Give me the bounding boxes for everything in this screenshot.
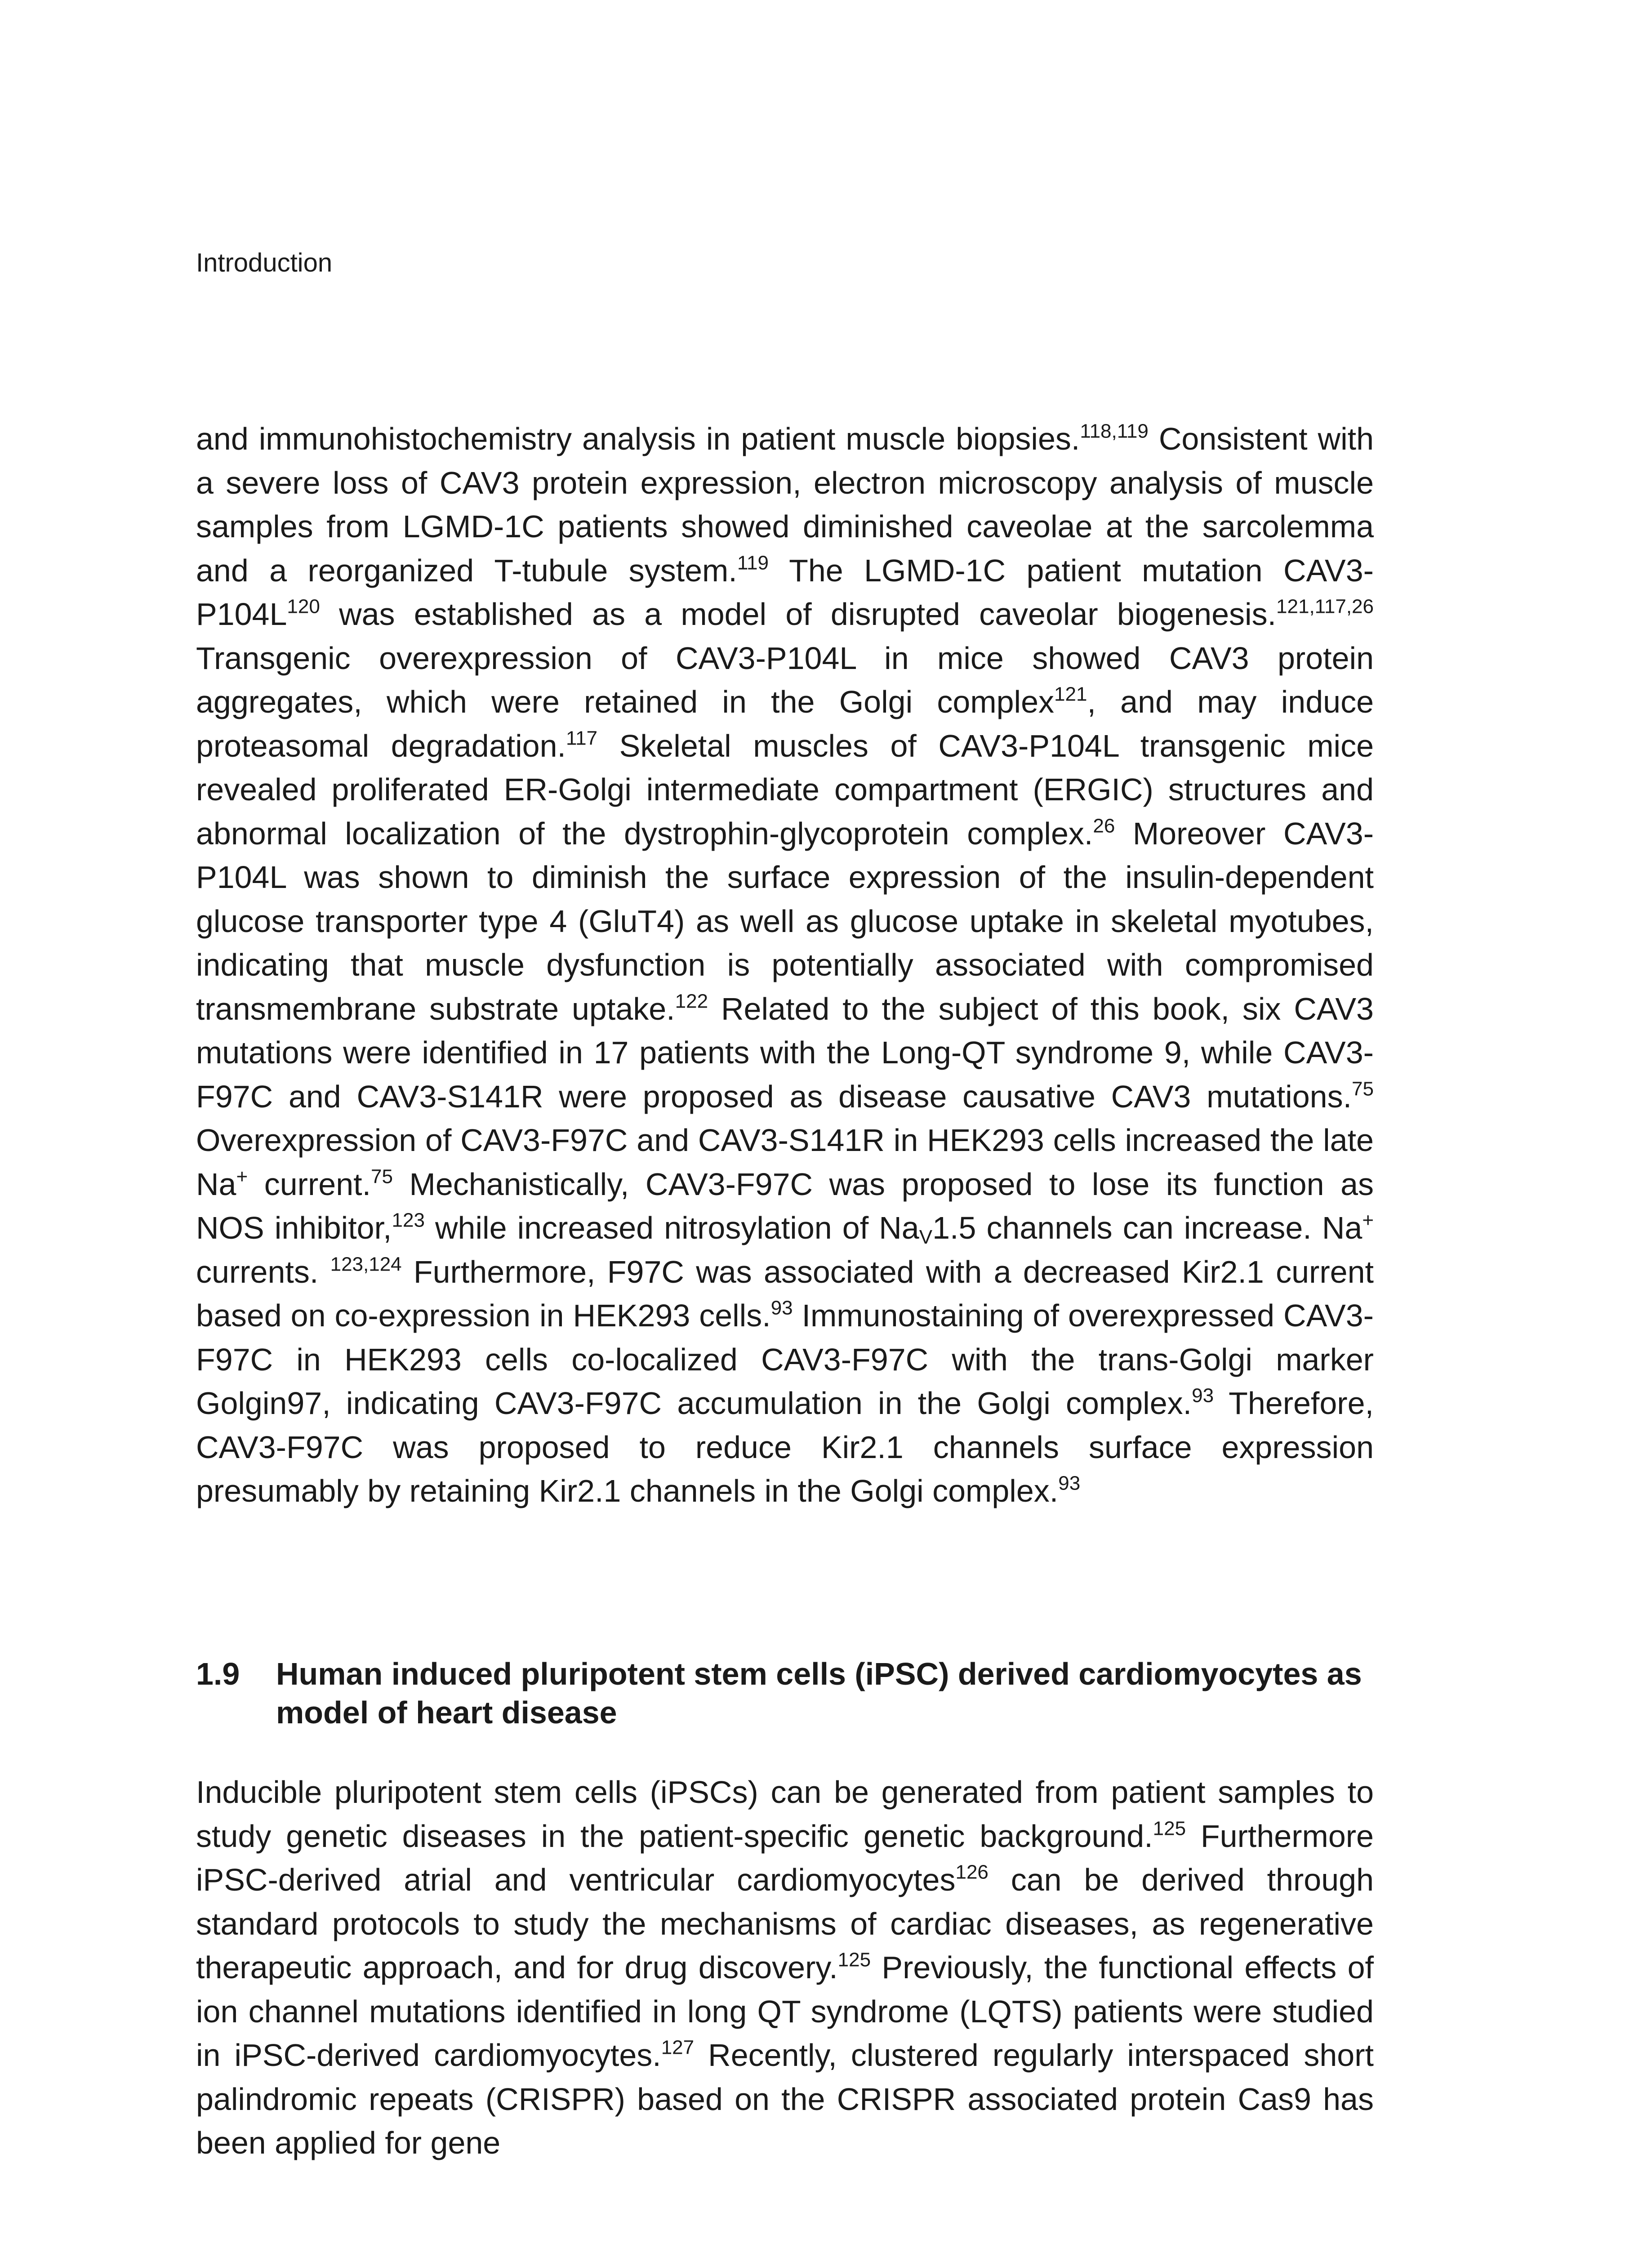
text-run: Overexpression of CAV3-F97C and CAV3-S141R in HEK293 cells increased the late Na — [196, 1123, 1374, 1202]
paragraph-text — [196, 1771, 1374, 2165]
text-run: Recently, clustered regularly interspaced short palindromic repeats (CRISPR) based on the CRISPR associated protein Cas9 has been applied for gene — [196, 2038, 1374, 2160]
citation-superscript: 26 — [1093, 815, 1115, 837]
text-run: was established as a model of disrupted caveolar biogenesis. — [320, 597, 1277, 632]
citation-superscript: 122 — [675, 990, 708, 1012]
citation-superscript: 120 — [287, 595, 320, 618]
citation-superscript: 93 — [1192, 1384, 1214, 1407]
citation-superscript: 93 — [1058, 1472, 1081, 1494]
ion-charge-superscript: + — [1362, 1209, 1374, 1231]
channel-subscript: V — [919, 1226, 933, 1248]
citation-superscript: 123,124 — [330, 1253, 402, 1276]
citation-superscript: 126 — [955, 1861, 989, 1883]
section-heading — [196, 1655, 1374, 1732]
body-paragraph-2 — [196, 1771, 1374, 2165]
running-header: Introduction — [196, 248, 333, 277]
citation-superscript: 121 — [1054, 683, 1087, 705]
section-number: 1.9 — [196, 1656, 240, 1691]
text-run: and immunohistochemistry analysis in patient muscle biopsies. — [196, 421, 1080, 456]
section-title: Human induced pluripotent stem cells (iPSC) derived cardiomyocytes as model of heart disease — [276, 1656, 1362, 1730]
body-paragraph-1 — [196, 417, 1374, 1513]
citation-superscript: 118,119 — [1080, 420, 1149, 442]
text-run: Furthermore, F97C was associated with a decreased Kir2.1 current based on co-expression in HEK293 cells. — [196, 1254, 1374, 1333]
ion-charge-superscript: + — [236, 1165, 248, 1188]
text-run: while increased nitrosylation of Na — [424, 1210, 919, 1245]
text-run: Immunostaining of overexpressed CAV3-F97C in HEK293 cells co-localized CAV3-F97C with the trans-Golgi marker Golgin97, indicating CAV3-F97C accumulation in the Golgi complex. — [196, 1298, 1374, 1421]
text-run: Therefore, CAV3-F97C was proposed to reduce Kir2.1 channels surface expression presumably by retaining Kir2.1 channels in the Golgi complex. — [196, 1386, 1374, 1508]
citation-superscript: 125 — [1153, 1817, 1186, 1840]
text-run: Related to the subject of this book, six CAV3 mutations were identified in 17 patients with the Long-QT syndrome 9, while CAV3-F97C and CAV3-S141R were proposed as disease causative CAV3 mutations. — [196, 991, 1374, 1114]
citation-superscript: 123 — [392, 1209, 425, 1231]
text-run: , and may induce proteasomal degradation. — [196, 684, 1374, 763]
text-run: Furthermore iPSC-derived atrial and ventricular cardiomyocytes — [196, 1818, 1374, 1897]
citation-superscript: 121,117,26 — [1276, 595, 1374, 618]
text-run: 1.5 channels can increase. Na — [932, 1210, 1363, 1245]
citation-superscript: 93 — [770, 1297, 793, 1319]
text-run: Transgenic overexpression of CAV3-P104L in mice showed CAV3 protein aggregates, which were retained in the Golgi complex — [196, 640, 1374, 719]
paragraph-text — [196, 417, 1374, 1513]
text-run: The LGMD-1C patient mutation CAV3-P104L — [196, 553, 1374, 632]
text-run: Previously, the functional effects of ion channel mutations identified in long QT syndrome (LQTS) patients were studied in iPSC-derived cardiomyocytes. — [196, 1950, 1374, 2073]
citation-superscript: 119 — [737, 552, 769, 574]
citation-superscript: 127 — [661, 2036, 695, 2059]
text-run: Mechanistically, CAV3-F97C was proposed to lose its function as NOS inhibitor, — [196, 1166, 1374, 1245]
citation-superscript: 117 — [566, 727, 598, 749]
text-run: Inducible pluripotent stem cells (iPSCs) can be generated from patient samples to study genetic diseases in the patient-specific genetic background. — [196, 1775, 1374, 1854]
text-run: currents. — [196, 1254, 330, 1289]
text-run: Moreover CAV3-P104L was shown to diminish the surface expression of the insulin-dependent glucose transporter type 4 (GluT4) as well as glucose uptake in skeletal myotubes, indicating that muscle dysfunction is potentially associated with compromised transmembrane substrate uptake. — [196, 816, 1374, 1026]
text-run: can be derived through standard protocols to study the mechanisms of cardiac diseases, as regenerative therapeutic approach, and for drug discovery. — [196, 1862, 1374, 1985]
text-run: Consistent with a severe loss of CAV3 protein expression, electron microscopy analysis of muscle samples from LGMD-1C patients showed diminished caveolae at the sarcolemma and a reorganized T-tubule system. — [196, 421, 1374, 588]
citation-superscript: 75 — [371, 1165, 393, 1188]
text-run: current. — [248, 1166, 371, 1202]
text-run: Skeletal muscles of CAV3-P104L transgenic mice revealed proliferated ER-Golgi intermediate compartment (ERGIC) structures and abnormal localization of the dystrophin-glycoprotein complex. — [196, 728, 1374, 851]
citation-superscript: 125 — [837, 1949, 871, 1971]
citation-superscript: 75 — [1352, 1078, 1374, 1100]
